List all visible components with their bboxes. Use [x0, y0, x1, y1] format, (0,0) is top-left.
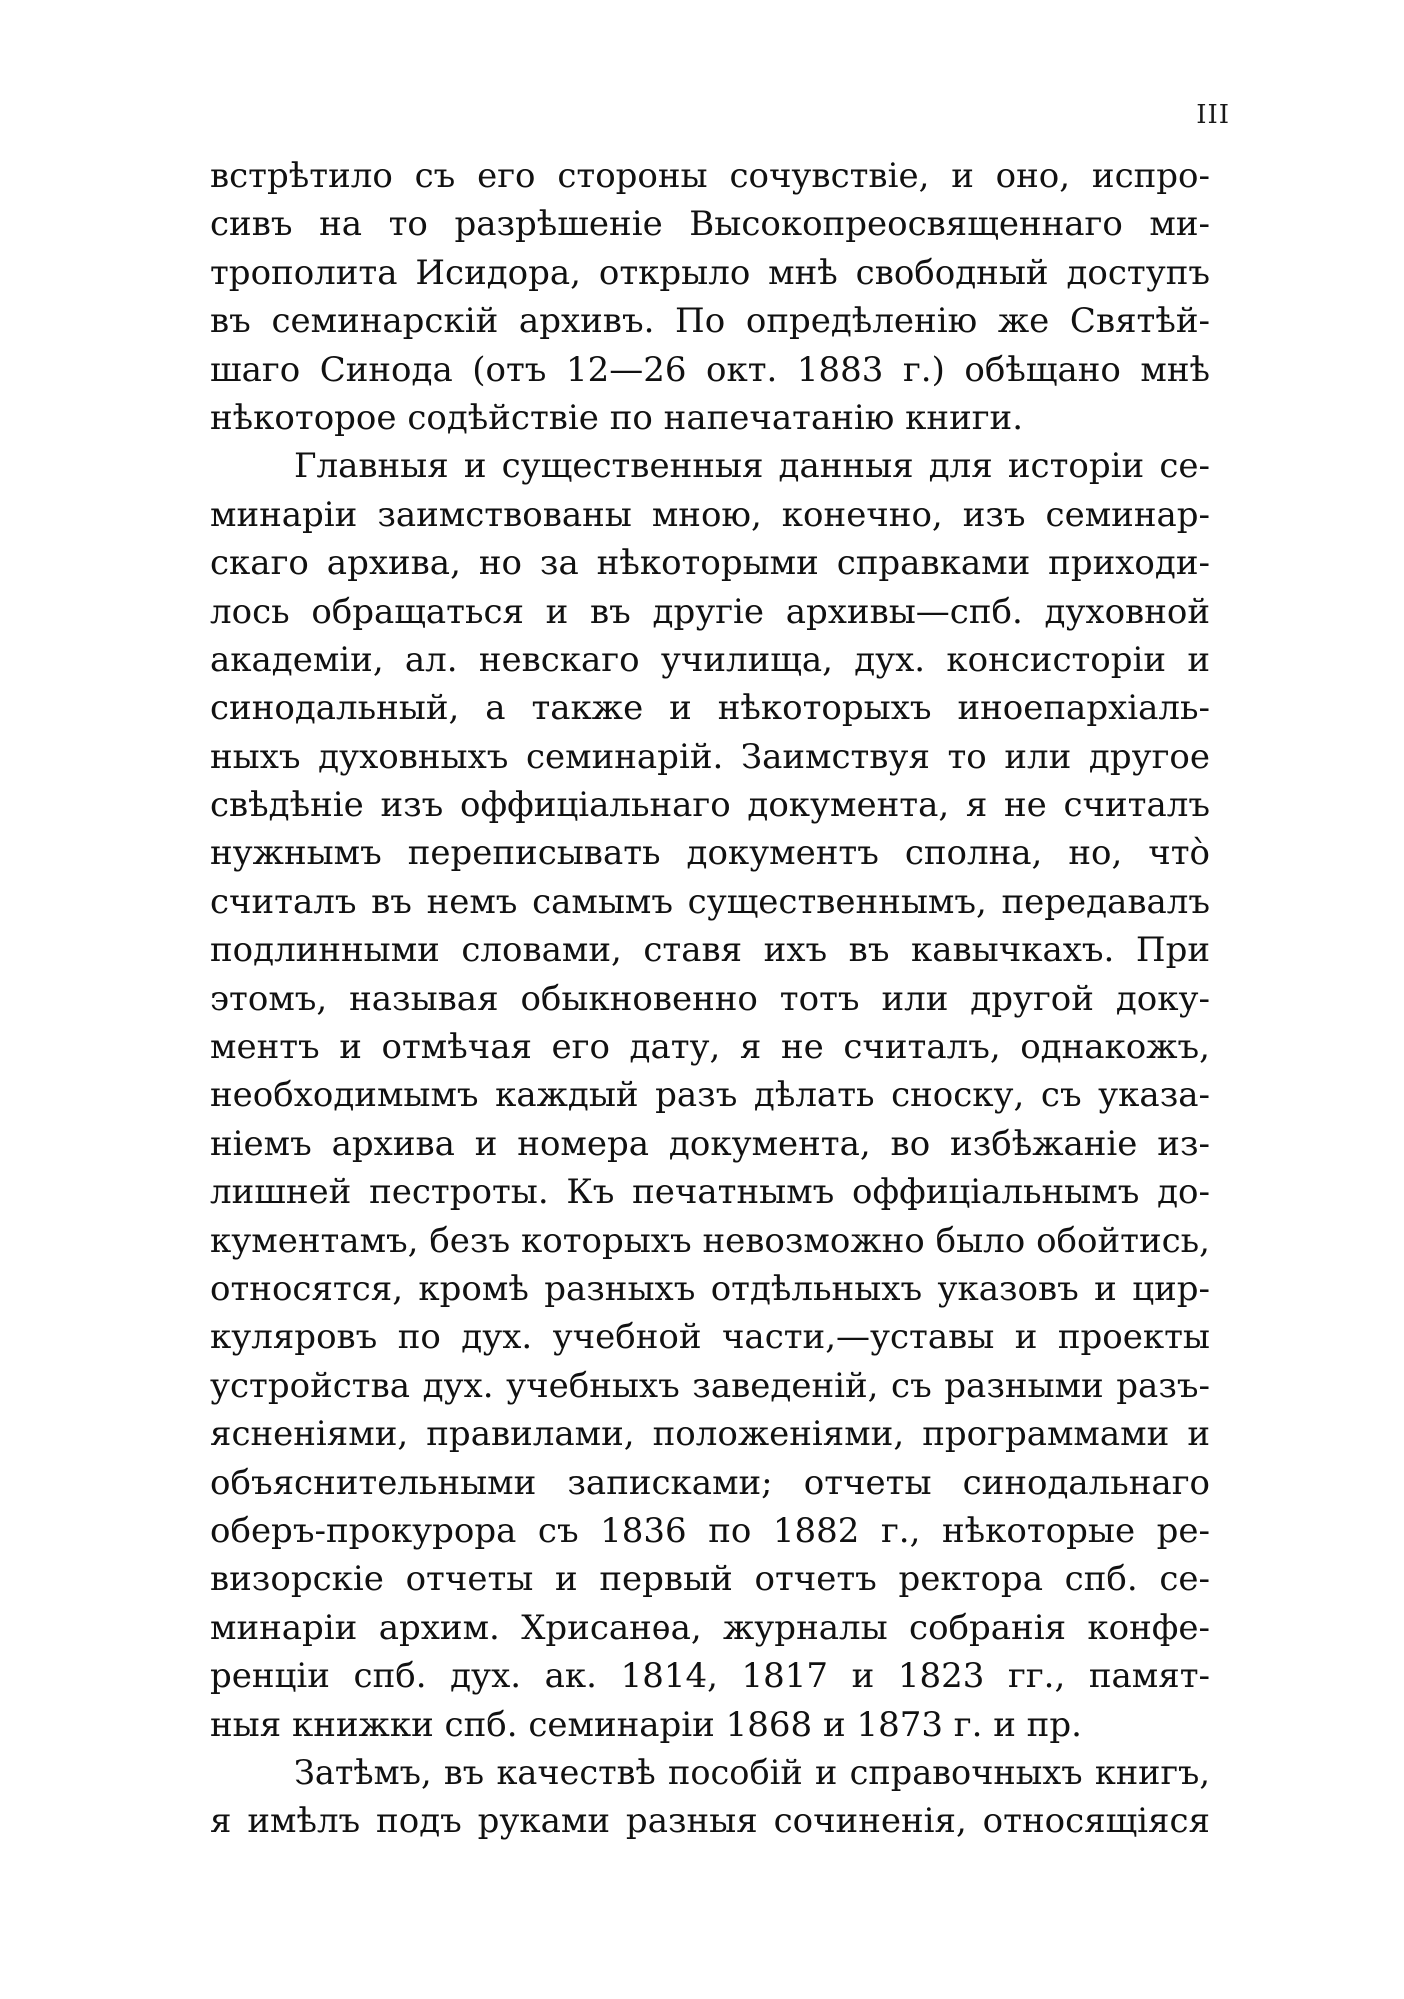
text-line: устройства дух. учебныхъ заведеній, съ разными разъ-: [210, 1365, 1210, 1406]
text-line: ніемъ архива и номера документа, во избѣжаніе из-: [210, 1123, 1210, 1164]
text-line: лось обращаться и въ другіе архивы—спб. духовной: [210, 591, 1210, 632]
text-line: относятся, кромѣ разныхъ отдѣльныхъ указовъ и цир-: [210, 1268, 1210, 1309]
text-line: синодальный, а также и нѣкоторыхъ иноепархіаль-: [210, 688, 1210, 729]
text-line: шаго Синода (отъ 12—26 окт. 1883 г.) обѣщано мнѣ: [210, 349, 1210, 390]
text-line: визорскіе отчеты и первый отчетъ ректора спб. се-: [210, 1559, 1210, 1600]
text-line: ныхъ духовныхъ семинарій. Заимствуя то или другое: [210, 736, 1210, 777]
text-line: минаріи архим. Хрисанѳа, журналы собранія конфе-: [210, 1607, 1210, 1648]
text-line: объяснительными записками; отчеты синодальнаго: [210, 1462, 1210, 1503]
page-number: III: [1196, 100, 1230, 130]
text-line: нужнымъ переписывать документъ сполна, но, что̀: [210, 833, 1210, 874]
text-line: сивъ на то разрѣшеніе Высокопреосвященнаго ми-: [210, 204, 1210, 245]
text-line: считалъ въ немъ самымъ существеннымъ, передавалъ: [210, 881, 1210, 922]
text-line: академіи, ал. невскаго училища, дух. консисторіи и: [210, 639, 1210, 680]
text-line: ныя книжки спб. семинаріи 1868 и 1873 г. и пр.: [210, 1704, 1082, 1745]
text-line: оберъ-прокурора съ 1836 по 1882 г., нѣкоторые ре-: [210, 1510, 1210, 1551]
text-line: трополита Исидора, открыло мнѣ свободный доступъ: [210, 252, 1210, 293]
text-line: встрѣтило съ его стороны сочувствіе, и оно, испро-: [210, 156, 1210, 196]
text-line: этомъ, называя обыкновенно тотъ или другой доку-: [210, 978, 1210, 1019]
text-line: въ семинарскій архивъ. По опредѣленію же Святѣй-: [210, 301, 1210, 342]
text-line: ясненіями, правилами, положеніями, программами и: [210, 1414, 1210, 1455]
text-line: подлинными словами, ставя ихъ въ кавычкахъ. При: [210, 930, 1210, 971]
text-line: свѣдѣніе изъ оффиціальнаго документа, я не считалъ: [210, 785, 1210, 826]
text-line: ментъ и отмѣчая его дату, я не считалъ, однакожъ,: [210, 1027, 1210, 1068]
text-line: я имѣлъ подъ руками разныя сочиненія, относящіяся: [210, 1801, 1210, 1842]
text-line: лишней пестроты. Къ печатнымъ оффиціальнымъ до-: [210, 1172, 1210, 1213]
text-line: необходимымъ каждый разъ дѣлать сноску, съ указа-: [210, 1075, 1210, 1116]
text-line: Затѣмъ, въ качествѣ пособій и справочныхъ книгъ,: [294, 1752, 1210, 1792]
text-line: нѣкоторое содѣйствіе по напечатанію книги.: [210, 397, 1024, 438]
text-line: минаріи заимствованы мною, конечно, изъ семинар-: [210, 494, 1210, 535]
text-line: куляровъ по дух. учебной части,—уставы и проекты: [210, 1317, 1210, 1358]
text-line: ренціи спб. дух. ак. 1814, 1817 и 1823 гг., памят-: [210, 1656, 1210, 1697]
text-line: скаго архива, но за нѣкоторыми справками приходи-: [210, 543, 1210, 584]
text-line: Главныя и существенныя данныя для исторіи се-: [294, 446, 1210, 487]
text-line: кументамъ, безъ которыхъ невозможно было обойтись,: [210, 1220, 1210, 1261]
body-text: [210, 152, 1210, 1846]
